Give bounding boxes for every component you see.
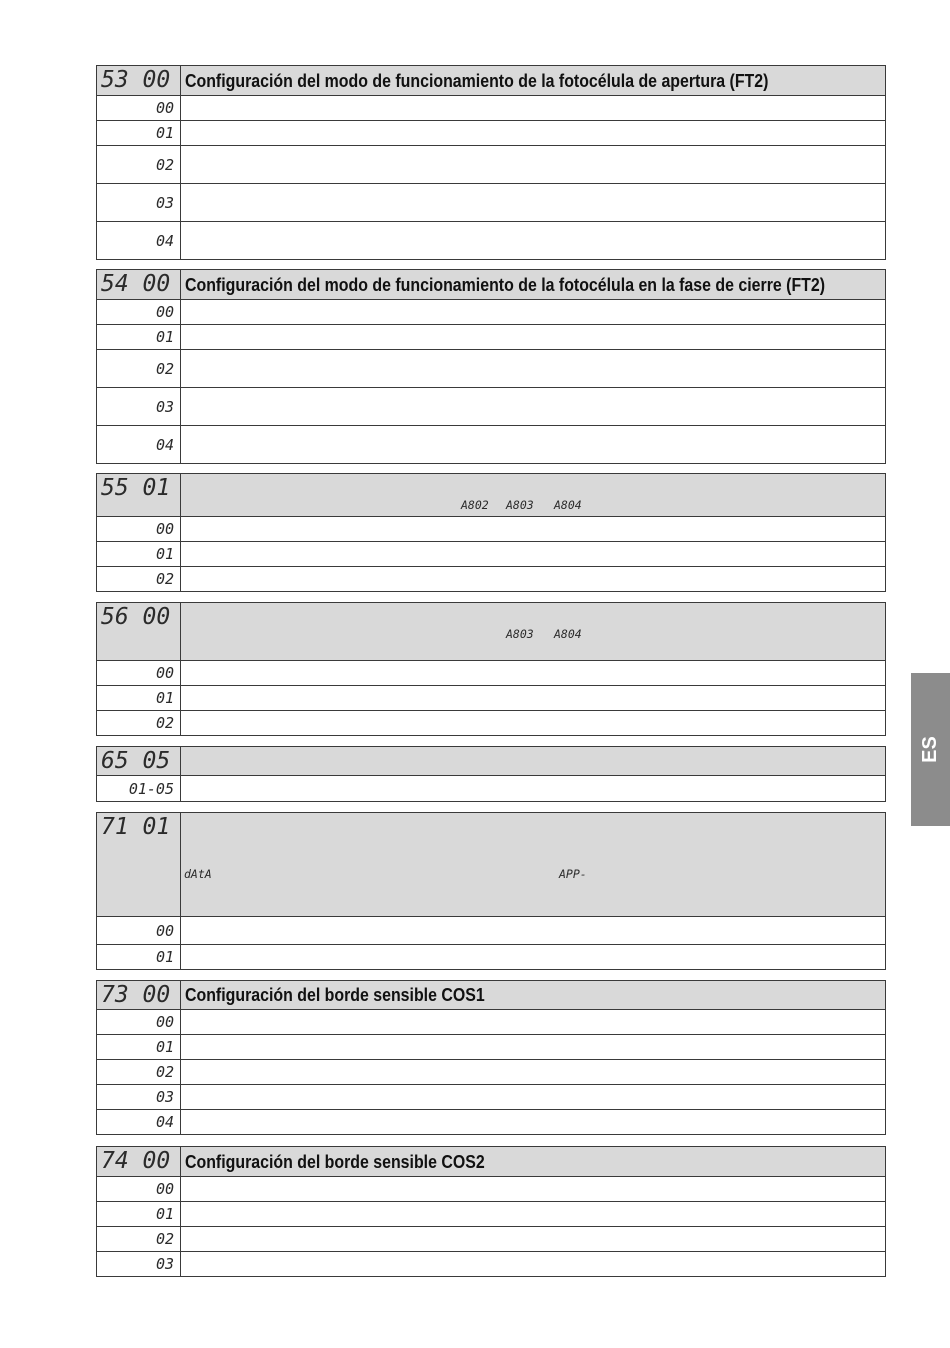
value-code: 04 xyxy=(97,1110,181,1135)
value-code: 01 xyxy=(97,542,181,567)
value-description xyxy=(181,661,886,686)
value-code: 03 xyxy=(97,388,181,426)
value-description xyxy=(181,388,886,426)
value-description xyxy=(181,1202,886,1227)
param-table-53 xyxy=(96,65,886,260)
value-code: 00 xyxy=(97,300,181,325)
value-code: 02 xyxy=(97,1227,181,1252)
value-description xyxy=(181,426,886,464)
param-code: 54 00 xyxy=(97,270,181,300)
value-description xyxy=(181,146,886,184)
param-table-56 xyxy=(96,602,886,736)
value-code: 01 xyxy=(97,325,181,350)
value-description xyxy=(181,96,886,121)
value-code: 01-05 xyxy=(97,776,181,802)
value-code: 02 xyxy=(97,1060,181,1085)
value-description xyxy=(181,350,886,388)
param-code: 53 00 xyxy=(97,66,181,96)
value-code: 01 xyxy=(97,1035,181,1060)
param-code: 56 00 xyxy=(97,603,181,661)
param-code: 74 00 xyxy=(97,1147,181,1177)
param-title: Configuración del borde sensible COS2 xyxy=(185,1150,485,1172)
inline-code: A803 xyxy=(506,498,534,512)
language-tab-label: ES xyxy=(919,736,941,763)
value-code: 01 xyxy=(97,1202,181,1227)
value-code: 04 xyxy=(97,222,181,260)
value-code: 03 xyxy=(97,184,181,222)
param-title: Configuración del borde sensible COS1 xyxy=(185,984,485,1005)
value-description xyxy=(181,1177,886,1202)
value-description xyxy=(181,1035,886,1060)
value-code: 02 xyxy=(97,711,181,736)
value-description xyxy=(181,300,886,325)
value-code: 03 xyxy=(97,1085,181,1110)
value-code: 01 xyxy=(97,945,181,970)
value-code: 00 xyxy=(97,517,181,542)
inline-code: APP- xyxy=(559,867,587,881)
value-description xyxy=(181,945,886,970)
value-description xyxy=(181,1010,886,1035)
value-description xyxy=(181,1252,886,1277)
value-description xyxy=(181,1110,886,1135)
param-code: 55 01 xyxy=(97,474,181,517)
value-code: 00 xyxy=(97,661,181,686)
value-description xyxy=(181,517,886,542)
param-table-73 xyxy=(96,980,886,1135)
param-code: 73 00 xyxy=(97,981,181,1010)
value-description xyxy=(181,121,886,146)
value-code: 04 xyxy=(97,426,181,464)
value-code: 01 xyxy=(97,121,181,146)
value-code: 03 xyxy=(97,1252,181,1277)
value-description xyxy=(181,917,886,945)
param-table-65 xyxy=(96,746,886,802)
language-tab xyxy=(911,673,950,826)
value-description xyxy=(181,222,886,260)
param-title: Configuración del modo de funcionamiento de la fotocélula en la fase de cierre (FT2) xyxy=(185,273,826,295)
inline-code: dAtA xyxy=(184,867,212,881)
value-code: 02 xyxy=(97,567,181,592)
param-code: 71 01 xyxy=(97,813,181,917)
inline-code: A803 xyxy=(506,627,534,641)
value-description xyxy=(181,1060,886,1085)
inline-code: A804 xyxy=(554,627,582,641)
value-code: 01 xyxy=(97,686,181,711)
value-description xyxy=(181,776,886,802)
param-table-71 xyxy=(96,812,886,970)
value-code: 00 xyxy=(97,917,181,945)
value-code: 00 xyxy=(97,96,181,121)
value-code: 02 xyxy=(97,146,181,184)
value-description xyxy=(181,711,886,736)
param-table-55 xyxy=(96,473,886,592)
inline-code: A804 xyxy=(554,498,582,512)
value-code: 00 xyxy=(97,1010,181,1035)
param-title: Configuración del modo de funcionamiento de la fotocélula de apertura (FT2) xyxy=(185,69,769,91)
value-description xyxy=(181,567,886,592)
param-code: 65 05 xyxy=(97,747,181,776)
value-description xyxy=(181,184,886,222)
value-description xyxy=(181,1227,886,1252)
value-description xyxy=(181,1085,886,1110)
value-description xyxy=(181,686,886,711)
value-code: 00 xyxy=(97,1177,181,1202)
param-table-74 xyxy=(96,1146,886,1277)
value-code: 02 xyxy=(97,350,181,388)
param-table-54 xyxy=(96,269,886,464)
value-description xyxy=(181,325,886,350)
value-description xyxy=(181,542,886,567)
inline-code: A802 xyxy=(461,498,489,512)
